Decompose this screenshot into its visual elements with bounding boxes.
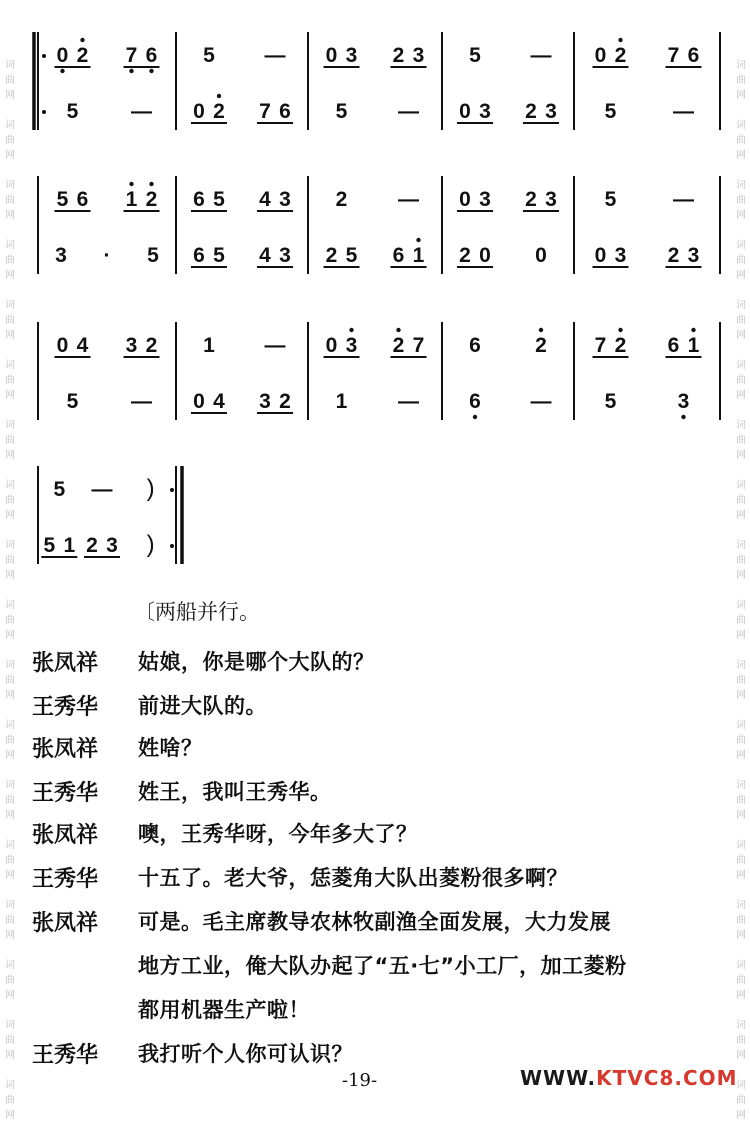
octave-dot (539, 328, 543, 332)
site-watermark-part2: KTVC8.COM (596, 1066, 738, 1090)
score-note: 5 (213, 188, 225, 211)
octave-dot (618, 38, 622, 42)
score-note: 2 (213, 100, 225, 123)
line-text: 可是。毛主席教导农林牧副渔全面发展，大力发展 (138, 910, 611, 934)
score-note: 3 (345, 44, 358, 67)
score-note: 6 (193, 188, 205, 211)
octave-dot (618, 328, 622, 332)
dialogue-line (0, 950, 750, 994)
score-note: — (530, 390, 552, 413)
score-note: 6 (667, 334, 680, 357)
score-note: 3 (545, 100, 557, 123)
score-note: 2 (325, 244, 338, 267)
dialogue-line (0, 994, 750, 1038)
score-note: 7 (259, 100, 271, 123)
octave-dot (149, 182, 153, 186)
score-note: 0 (459, 100, 471, 123)
line-text: 地方工业，俺大队办起了“五·七”小工厂，加工菱粉 (138, 954, 627, 978)
score-note: — (264, 44, 286, 67)
score-note: 5 (203, 44, 215, 67)
score-note: 0 (594, 244, 607, 267)
watermark-text: 词 曲 网 (736, 60, 746, 101)
watermark-text: 词 曲 网 (736, 240, 746, 281)
watermark-text: 词 曲 网 (5, 480, 15, 521)
octave-dot (217, 94, 221, 98)
score-note: 5 (604, 390, 617, 413)
octave-dot (681, 415, 685, 419)
watermark-text: 词 曲 网 (736, 840, 746, 881)
score-note: 4 (76, 334, 89, 357)
score-note: 1 (335, 390, 348, 413)
watermark-text: 词 曲 网 (736, 420, 746, 461)
octave-dot (129, 69, 133, 73)
score-note: — (398, 188, 419, 211)
score-note: 1 (687, 334, 700, 357)
score-note: 5 (335, 100, 348, 123)
score-note: 2 (614, 334, 627, 357)
speaker-name: 王秀华 (32, 1043, 99, 1068)
score-note: 2 (614, 44, 627, 67)
score-note: 2 (525, 100, 537, 123)
score-note: 5 (469, 44, 481, 67)
score-note: 7 (594, 334, 607, 357)
octave-dot (80, 38, 84, 42)
line-text: 姑娘，你是哪个大队的？ (138, 650, 375, 674)
score-note: 0 (193, 100, 205, 123)
score-note: 3 (279, 244, 291, 267)
score-note: 1 (203, 334, 215, 357)
score-note: 0 (56, 334, 69, 357)
watermark-text: 词 曲 网 (736, 720, 746, 761)
watermark-text: 词 曲 网 (5, 120, 15, 161)
score-note: 1 (412, 244, 425, 267)
line-text: 姓啥？ (138, 736, 203, 760)
octave-dot (473, 415, 477, 419)
score-note: 3 (479, 100, 491, 123)
score-note: 2 (76, 44, 89, 67)
score-note: 2 (459, 244, 471, 267)
score-note: — (530, 44, 552, 67)
dialogue-line (0, 646, 750, 690)
repeat-dot (170, 488, 174, 492)
watermark-text: 词 曲 网 (5, 180, 15, 221)
watermark-text: 词 曲 网 (736, 1020, 746, 1061)
score-note: 6 (76, 188, 89, 211)
octave-dot (691, 328, 695, 332)
watermark-text: 词 曲 网 (5, 420, 15, 461)
octave-dot (416, 238, 420, 242)
page-number: -19- (342, 1070, 378, 1091)
score-note: 3 (614, 244, 627, 267)
score-note: — (131, 100, 152, 123)
score-note: 2 (525, 188, 537, 211)
watermark-text: 词 曲 网 (5, 540, 15, 581)
line-text: 前进大队的。 (138, 694, 267, 718)
score-note: 6 (469, 334, 481, 357)
watermark-text: 词 曲 网 (5, 660, 15, 701)
watermark-text: 词 曲 网 (736, 900, 746, 941)
watermark-text: 词 曲 网 (736, 120, 746, 161)
watermark-text: 词 曲 网 (5, 1020, 15, 1061)
repeat-dot (42, 54, 46, 58)
score-note: 7 (667, 44, 680, 67)
watermark-text: 词 曲 网 (736, 1080, 746, 1121)
watermark-text: 词 曲 网 (736, 660, 746, 701)
score-note: 3 (412, 44, 425, 67)
speaker-name: 张凤祥 (32, 737, 99, 762)
score-note: 0 (459, 188, 471, 211)
site-watermark (520, 1066, 738, 1090)
score-note: 3 (479, 188, 491, 211)
score-note: 0 (325, 334, 338, 357)
score-note: 2 (335, 188, 348, 211)
watermark-text: 词 曲 网 (5, 240, 15, 281)
dialogue-line (0, 906, 750, 950)
line-text: 噢，王秀华呀，今年多大了？ (138, 822, 418, 846)
watermark-text: 词 曲 网 (5, 300, 15, 341)
watermark-text: 词 曲 网 (5, 960, 15, 1001)
watermark-text: 词 曲 网 (736, 360, 746, 401)
score-note: 5 (345, 244, 358, 267)
score-note: 2 (392, 334, 405, 357)
score-note: 2 (145, 334, 158, 357)
watermark-text: 词 曲 网 (736, 540, 746, 581)
score-note: 6 (193, 244, 205, 267)
score-note: 5 (213, 244, 225, 267)
score-note: 0 (535, 244, 547, 267)
speaker-name: 王秀华 (32, 867, 99, 892)
score-note: 5 (604, 188, 617, 211)
watermark-text: 词 曲 网 (5, 720, 15, 761)
score-note: 1 (125, 188, 138, 211)
score-note: 0 (479, 244, 491, 267)
score-note: — (673, 188, 694, 211)
watermark-text: 词 曲 网 (736, 780, 746, 821)
watermark-text: 词 曲 网 (736, 600, 746, 641)
score-note: 6 (687, 44, 700, 67)
repeat-dot (170, 544, 174, 548)
score-note: 4 (259, 244, 271, 267)
speaker-name: 张凤祥 (32, 651, 99, 676)
score-note: 3 (677, 390, 690, 413)
watermark-text: 词 曲 网 (736, 960, 746, 1001)
score-note: 2 (667, 244, 680, 267)
score-note: 6 (279, 100, 291, 123)
score-note: 3 (279, 188, 291, 211)
score-note: 5 (66, 390, 79, 413)
speaker-name: 王秀华 (32, 695, 99, 720)
score-note: — (398, 100, 419, 123)
score-note: 0 (325, 44, 338, 67)
score-note: 2 (279, 390, 291, 413)
score-note: 4 (259, 188, 271, 211)
watermark-text: 词 曲 网 (736, 180, 746, 221)
score-note: 3 (125, 334, 138, 357)
line-text: 我打听个人你可认识？ (138, 1042, 353, 1066)
score-note: 5 (43, 534, 56, 557)
octave-dot (396, 328, 400, 332)
score-note: 5 (66, 100, 79, 123)
watermark-text: 词 曲 网 (736, 480, 746, 521)
score-note: 5 (147, 244, 159, 267)
watermark-text: 词 曲 网 (5, 360, 15, 401)
score-note: 5 (56, 188, 69, 211)
score-note: 0 (594, 44, 607, 67)
line-text: 姓王，我叫王秀华。 (138, 780, 332, 804)
speaker-name: 张凤祥 (32, 823, 99, 848)
score-note: 7 (125, 44, 138, 67)
score-note: 2 (392, 44, 405, 67)
stage-direction: 〔两船并行。 (134, 600, 260, 624)
score-note: 0 (193, 390, 205, 413)
speaker-name: 张凤祥 (32, 911, 99, 936)
score-note: 3 (106, 534, 118, 557)
octave-dot (60, 69, 64, 73)
dialogue-line (0, 818, 750, 862)
score-note: 3 (545, 188, 557, 211)
score-note: 3 (259, 390, 271, 413)
score-note: — (91, 478, 113, 501)
speaker-name: 王秀华 (32, 781, 99, 806)
score-note: — (264, 334, 286, 357)
line-text: 十五了。老大爷，恁菱角大队出菱粉很多啊？ (138, 866, 568, 890)
score-note: 2 (86, 534, 98, 557)
dialogue-line (0, 862, 750, 906)
score-note: 2 (145, 188, 158, 211)
slur-bracket: ) (146, 475, 155, 502)
score-note: 0 (56, 44, 69, 67)
score-note: 1 (63, 534, 76, 557)
watermark-text: 词 曲 网 (5, 60, 15, 101)
score-note: 2 (535, 334, 547, 357)
site-watermark-part1: WWW. (520, 1066, 597, 1090)
score-note: 3 (55, 244, 67, 267)
score-note: 5 (604, 100, 617, 123)
repeat-dot (42, 110, 46, 114)
watermark-text: 词 曲 网 (5, 1080, 15, 1121)
score-note: — (673, 100, 694, 123)
score-note: · (103, 244, 111, 267)
score-note: 3 (687, 244, 700, 267)
octave-dot (349, 328, 353, 332)
score-note: 6 (392, 244, 405, 267)
score-note: — (131, 390, 152, 413)
watermark-text: 词 曲 网 (5, 840, 15, 881)
score-note: 6 (145, 44, 158, 67)
dialogue-line (0, 732, 750, 776)
watermark-text: 词 曲 网 (5, 600, 15, 641)
slur-bracket: ) (146, 531, 155, 558)
watermark-text: 词 曲 网 (5, 780, 15, 821)
score-note: 6 (469, 390, 481, 413)
score-note: 4 (213, 390, 225, 413)
watermark-text: 词 曲 网 (736, 300, 746, 341)
score-note: 3 (345, 334, 358, 357)
score-note: 5 (53, 478, 66, 501)
octave-dot (149, 69, 153, 73)
watermark-text: 词 曲 网 (5, 900, 15, 941)
dialogue-line (0, 690, 750, 734)
score-note: — (398, 390, 419, 413)
dialogue-line (0, 776, 750, 820)
score-note: 7 (412, 334, 425, 357)
octave-dot (129, 182, 133, 186)
line-text: 都用机器生产啦！ (138, 998, 310, 1022)
